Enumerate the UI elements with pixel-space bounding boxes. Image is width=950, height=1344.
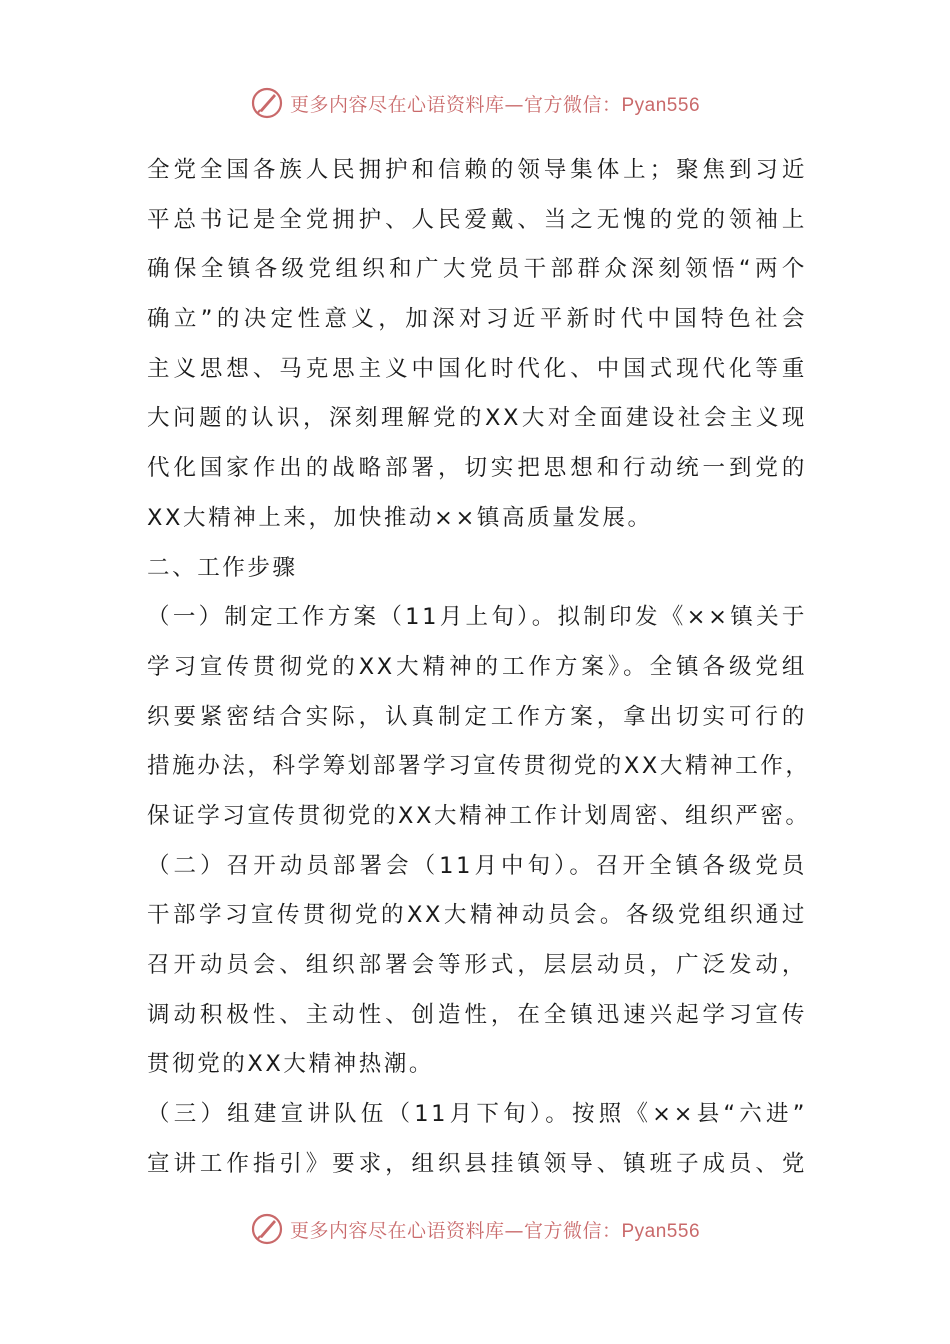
text-line: 调动积极性、主动性、创造性，在全镇迅速兴起学习宣传 bbox=[147, 1001, 807, 1028]
watermark-wechat-id: Pyan556 bbox=[621, 1220, 701, 1242]
watermark-text: 更多内容尽在心语资料库—官方微信： bbox=[289, 93, 622, 116]
text-line: 主义思想、马克思主义中国化时代化、中国式现代化等重 bbox=[147, 355, 807, 382]
text-line: 二、工作步骤 bbox=[147, 554, 298, 581]
text-line: 措施办法，科学筹划部署学习宣传贯彻党的XX大精神工作， bbox=[147, 753, 811, 780]
text-line: 保证学习宣传贯彻党的XX大精神工作计划周密、组织严密。 bbox=[147, 802, 811, 829]
text-line: 确保全镇各级党组织和广大党员干部群众深刻领悟“两个 bbox=[147, 256, 807, 283]
quill-logo-icon bbox=[250, 1212, 284, 1246]
text-line: 大问题的认识，深刻理解党的XX大对全面建设社会主义现 bbox=[147, 405, 807, 432]
text-line: 贯彻党的XX大精神热潮。 bbox=[147, 1051, 435, 1078]
watermark-wechat-id: Pyan556 bbox=[621, 94, 701, 116]
text-line: 召开动员会、组织部署会等形式，层层动员，广泛发动， bbox=[147, 952, 807, 978]
quill-logo-icon bbox=[250, 86, 284, 120]
text-line: 平总书记是全党拥护、人民爱戴、当之无愧的党的领袖上 bbox=[147, 206, 807, 233]
text-line: 织要紧密结合实际，认真制定工作方案，拿出切实可行的 bbox=[147, 703, 807, 730]
text-line: 学习宣传贯彻党的XX大精神的工作方案》。全镇各级党组 bbox=[147, 653, 807, 680]
text-line: 代化国家作出的战略部署，切实把思想和行动统一到党的 bbox=[147, 455, 807, 482]
document-body bbox=[147, 146, 811, 1189]
watermark-text: 更多内容尽在心语资料库—官方微信： bbox=[289, 1219, 622, 1242]
text-line: 确立”的决定性意义，加深对习近平新时代中国特色社会 bbox=[147, 306, 807, 333]
text-line: XX大精神上来，加快推动××镇高质量发展。 bbox=[147, 504, 653, 531]
text-line: 全党全国各族人民拥护和信赖的领导集体上；聚焦到习近 bbox=[147, 157, 807, 183]
text-line: （一）制定工作方案（11月上旬）。拟制印发《××镇关于 bbox=[147, 604, 807, 631]
text-line: 干部学习宣传贯彻党的XX大精神动员会。各级党组织通过 bbox=[147, 902, 807, 929]
text-line: 宣讲工作指引》要求，组织县挂镇领导、镇班子成员、党 bbox=[147, 1150, 807, 1177]
header-watermark bbox=[0, 86, 950, 120]
text-line: （三）组建宣讲队伍（11月下旬）。按照《××县“六进” bbox=[147, 1101, 807, 1128]
footer-watermark bbox=[0, 1212, 950, 1246]
text-line: （二）召开动员部署会（11月中旬）。召开全镇各级党员 bbox=[147, 852, 807, 879]
